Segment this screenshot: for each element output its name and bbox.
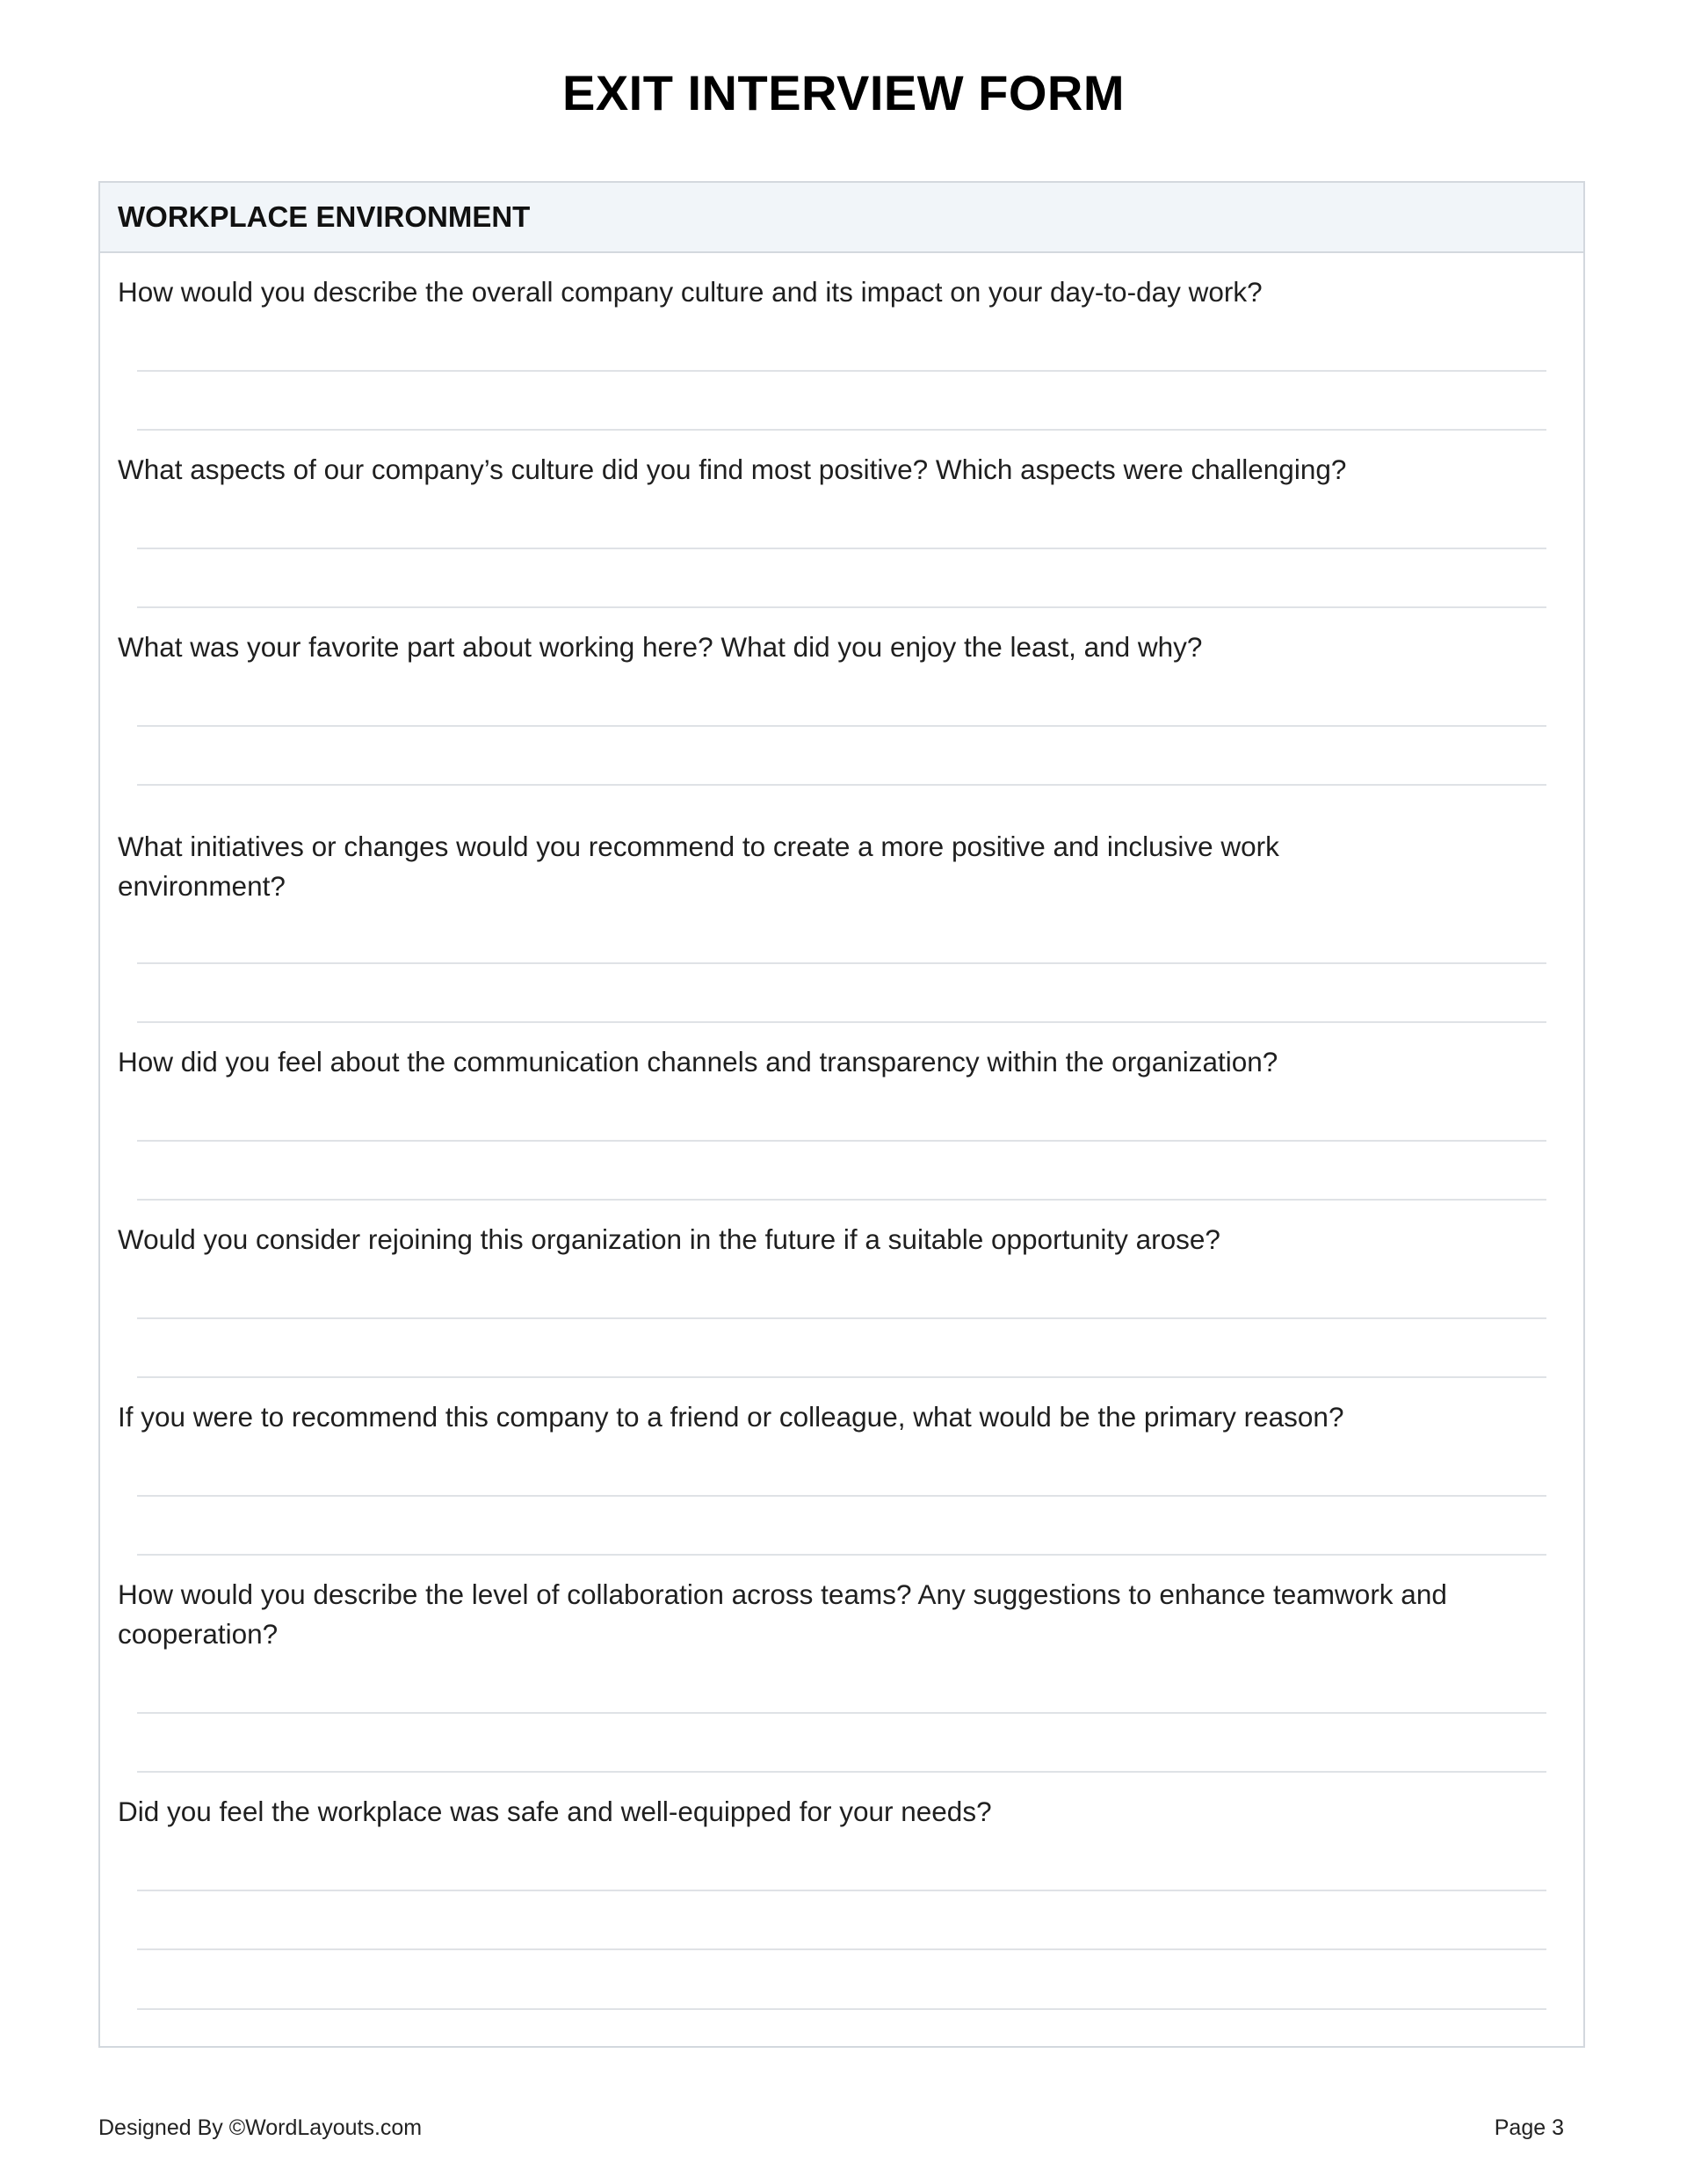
- question-block: [100, 1773, 1583, 2010]
- question-text: What initiatives or changes would you recommend to create a more positive and inclusive work environment?: [118, 831, 1279, 902]
- answer-line[interactable]: [137, 962, 1546, 964]
- question-block: [100, 608, 1583, 786]
- answer-line[interactable]: [137, 1890, 1546, 1891]
- question-text: What aspects of our company’s culture did you find most positive? Which aspects were challenging?: [118, 453, 1347, 485]
- answer-line[interactable]: [137, 1948, 1546, 1950]
- answer-line[interactable]: [137, 1495, 1546, 1497]
- answer-line[interactable]: [137, 1712, 1546, 1714]
- form-section: [98, 181, 1585, 2048]
- question-block: [100, 1378, 1583, 1556]
- question-block: [100, 1556, 1583, 1773]
- question-block: [100, 1023, 1583, 1201]
- answer-line[interactable]: [137, 1140, 1546, 1142]
- answer-line[interactable]: [137, 370, 1546, 372]
- question-text: How would you describe the level of collaboration across teams? Any suggestions to enhance teamwork and cooperation?: [118, 1578, 1447, 1650]
- question-block: [100, 431, 1583, 608]
- answer-line[interactable]: [137, 725, 1546, 727]
- footer-credit: Designed By ©WordLayouts.com: [98, 2115, 423, 2140]
- answer-line[interactable]: [137, 2008, 1546, 2010]
- question-block: [100, 253, 1583, 431]
- question-text: Did you feel the workplace was safe and well-equipped for your needs?: [118, 1796, 992, 1827]
- question-text: How did you feel about the communication channels and transparency within the organization?: [118, 1046, 1278, 1077]
- page-title: EXIT INTERVIEW FORM: [561, 65, 1126, 120]
- page-number: Page 3: [1494, 2115, 1564, 2140]
- section-heading: WORKPLACE ENVIRONMENT: [100, 183, 1583, 253]
- question-text: How would you describe the overall company culture and its impact on your day-to-day work?: [118, 276, 1263, 308]
- answer-line[interactable]: [137, 1317, 1546, 1319]
- question-text: What was your favorite part about working here? What did you enjoy the least, and why?: [118, 631, 1203, 663]
- question-list: [100, 253, 1583, 2010]
- question-text: If you were to recommend this company to a friend or colleague, what would be the primary reason?: [118, 1401, 1344, 1433]
- answer-line[interactable]: [137, 548, 1546, 549]
- question-block: [100, 1201, 1583, 1378]
- question-block: [100, 786, 1583, 1023]
- question-text: Would you consider rejoining this organization in the future if a suitable opportunity arose?: [118, 1223, 1220, 1255]
